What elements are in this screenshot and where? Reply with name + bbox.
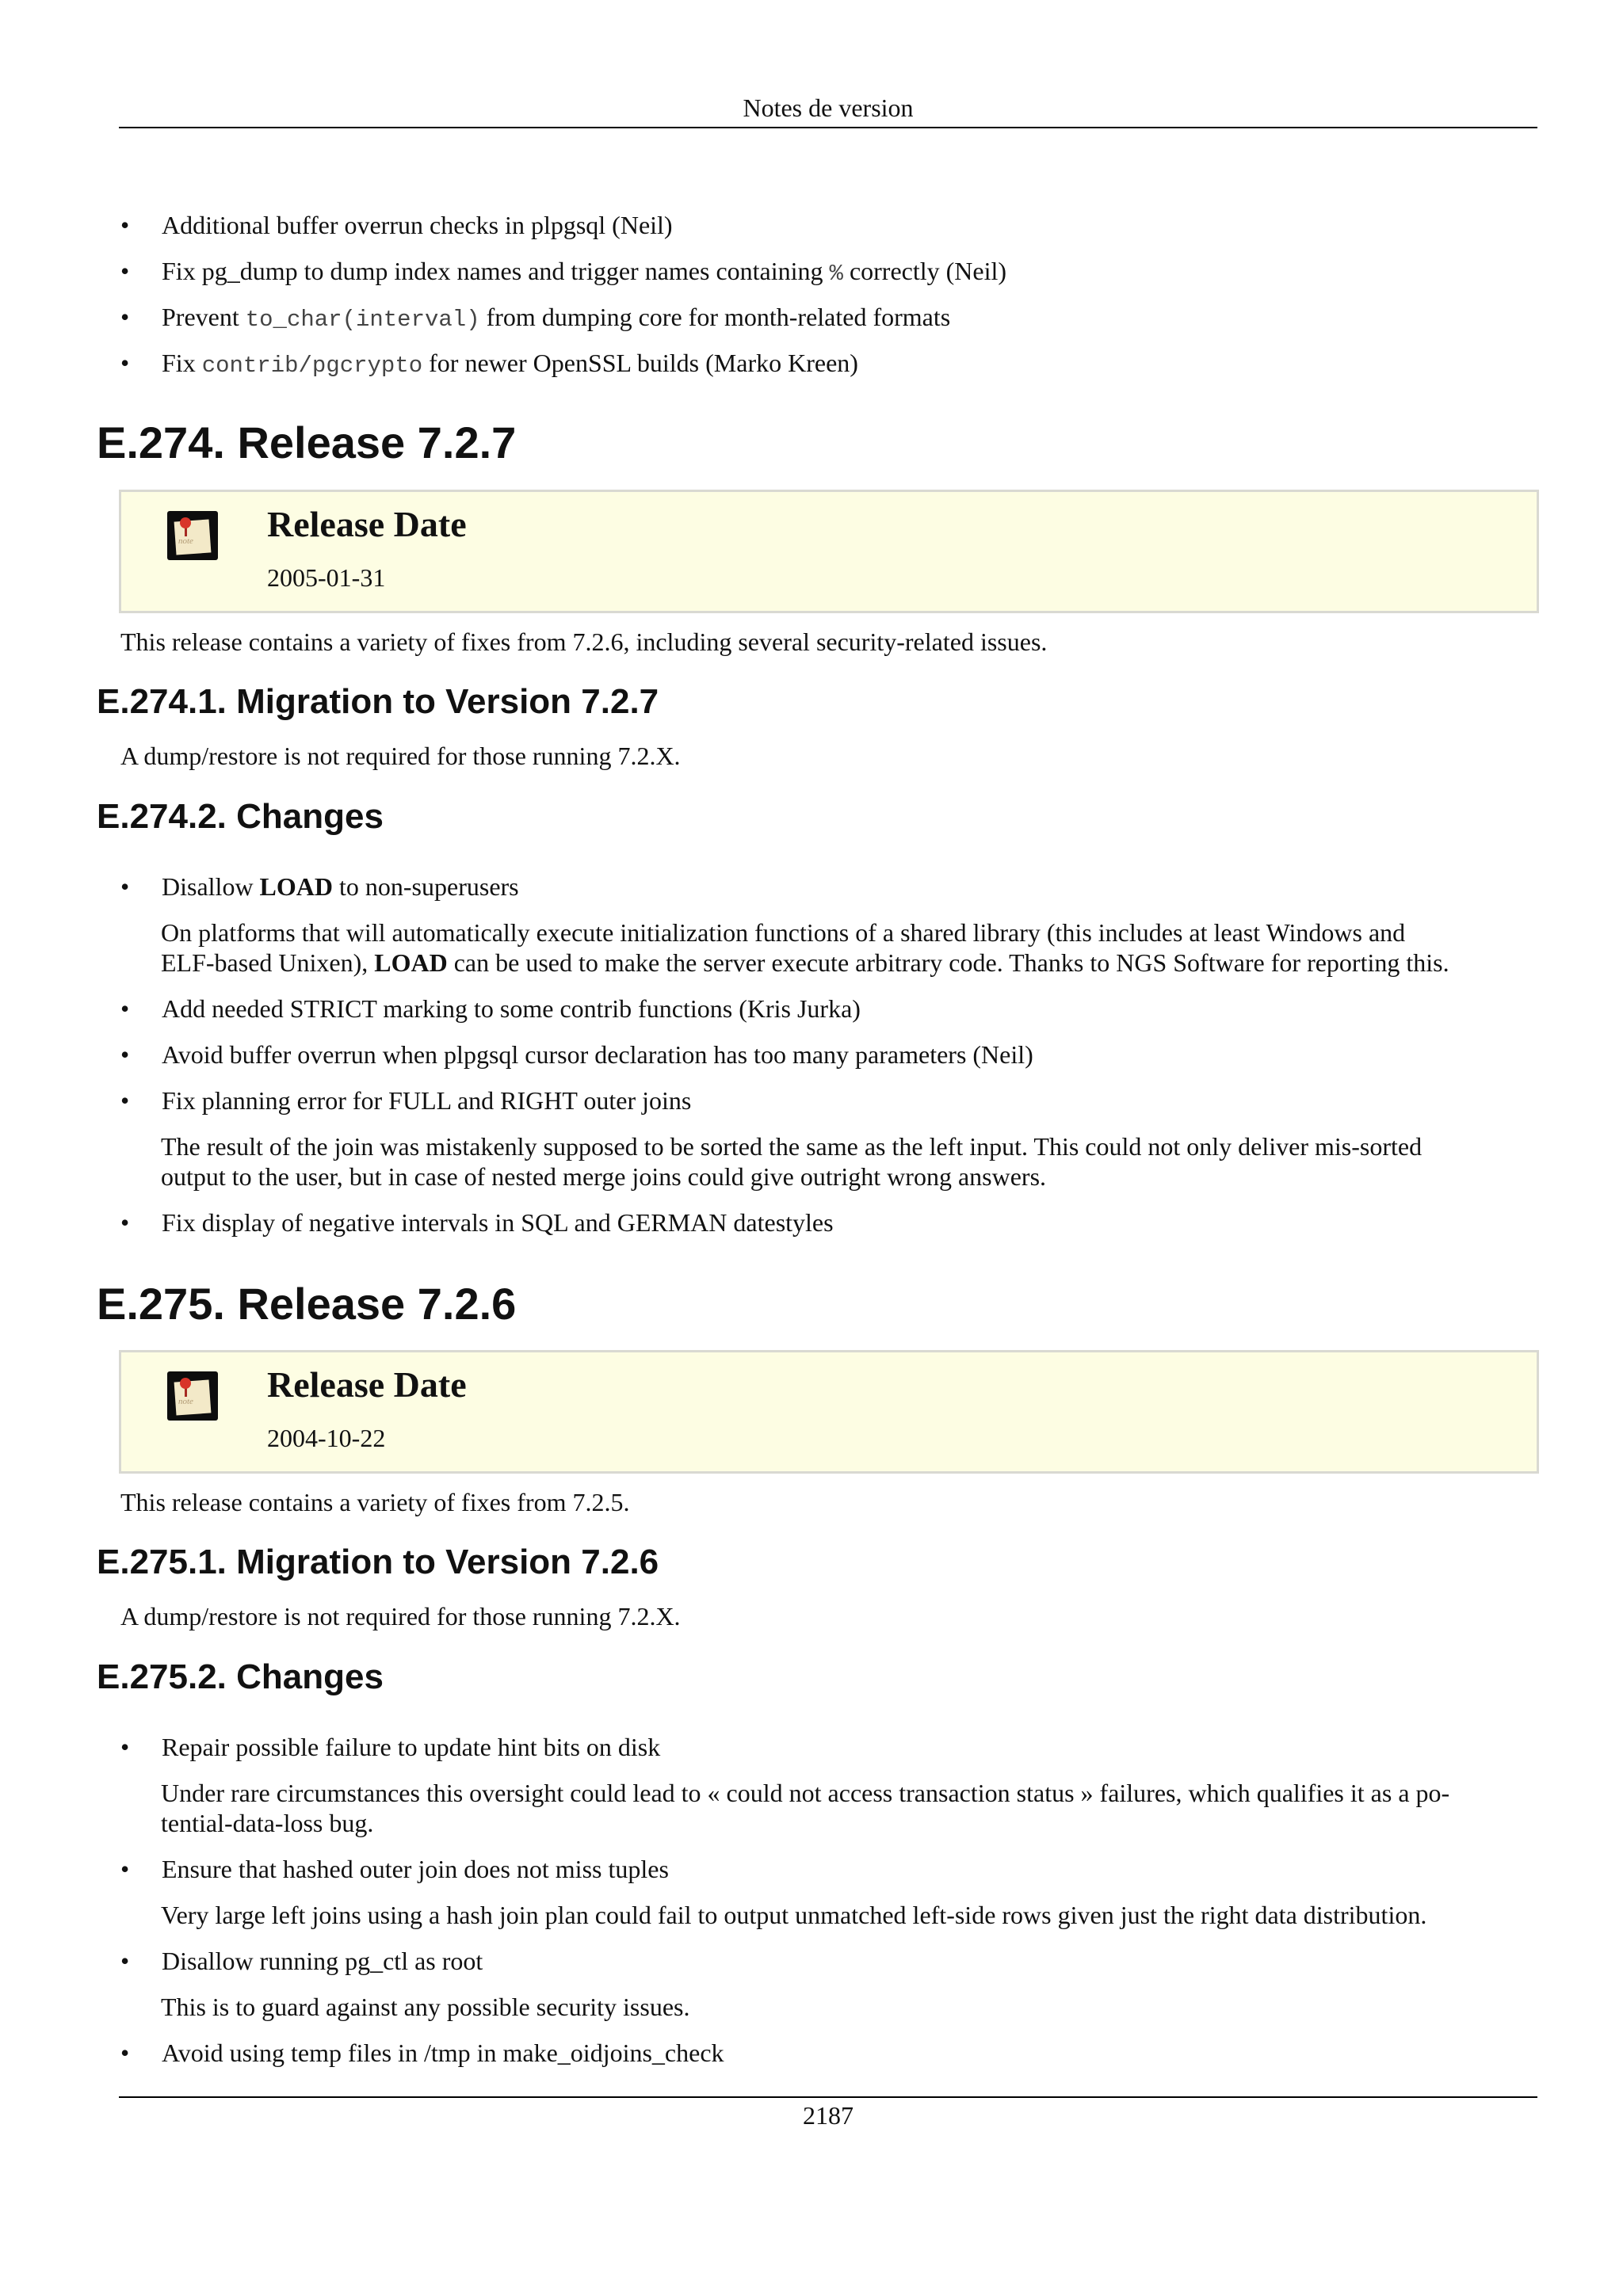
list-item-text: Fix display of negative intervals in SQL and GERMAN datestyles [162,1208,834,1237]
bullet: • [120,303,130,331]
item-description [161,1778,1540,1838]
list-item-text: Repair possible failure to update hint bits on disk [162,1733,661,1761]
text-line: Under rare circumstances this oversight could lead to « could not access transaction status » failures, which qualifies it as a po- [161,1779,1450,1807]
text-run: Prevent [162,303,246,331]
intro-paragraph: This release contains a variety of fixes from 7.2.5. [120,1488,630,1516]
release-date: 2005-01-31 [267,563,386,592]
inline-code: % [829,261,843,287]
text-run: ELF-based Unixen), [161,948,375,977]
item-description [161,917,1540,978]
note-title: Release Date [267,1364,467,1405]
pushpin [180,1378,191,1389]
bullet: • [120,1040,130,1069]
bullet: • [120,2039,130,2067]
list-item-text: Avoid buffer overrun when plpgsql cursor declaration has too many parameters (Neil) [162,1040,1033,1069]
list-item-text: Additional buffer overrun checks in plpgsql (Neil) [162,211,673,239]
note-label: note [178,1397,193,1406]
command-name: LOAD [374,948,448,977]
bullet: • [120,257,130,285]
bullet: • [120,994,130,1023]
paragraph: A dump/restore is not required for those running 7.2.X. [120,742,681,770]
running-header: Notes de version [743,93,914,122]
bullet: • [120,1855,130,1883]
text-run: Fix pg_dump to dump index names and trigger names containing [162,257,830,285]
text-run: can be used to make the server execute arbitrary code. Thanks to NGS Software for reporting this. [447,948,1449,977]
text-line: tential-data-loss bug. [161,1809,374,1837]
note-label: note [178,536,193,546]
list-item-text: Disallow running pg_ctl as root [162,1947,483,1975]
footer-rule [119,2096,1537,2098]
note-icon [167,1371,218,1421]
text-line [161,948,1540,978]
list-item-text [162,256,1539,289]
text-run: correctly (Neil) [842,257,1007,285]
list-item-text [162,348,1539,381]
note-box [119,490,1539,613]
text-line: output to the user, but in case of nested merge joins could give outright wrong answers. [161,1162,1047,1191]
item-description: Very large left joins using a hash join plan could fail to output unmatched left-side rows given just the right data distribution. [161,1901,1427,1929]
item-description: This is to guard against any possible security issues. [161,1993,690,2021]
text-run: for newer OpenSSL builds (Marko Kreen) [422,349,858,377]
text-run: to non-superusers [333,872,519,901]
bullet: • [120,872,130,901]
list-item-text [162,871,1539,902]
list-item-text [162,302,1539,335]
note-box [119,1350,1539,1474]
bullet: • [120,211,130,239]
bullet: • [120,349,130,377]
bullet: • [120,1733,130,1761]
section-heading: E.275. Release 7.2.6 [97,1279,517,1329]
note-icon [167,511,218,560]
text-line: On platforms that will automatically execute initialization functions of a shared library (this includes at least Windows and [161,918,1406,947]
command-name: LOAD [259,872,333,901]
bullet: • [120,1947,130,1975]
pushpin [180,517,191,528]
inline-code: contrib/pgcrypto [201,353,423,379]
list-item-text: Avoid using temp files in /tmp in make_oidjoins_check [162,2039,724,2067]
note-title: Release Date [267,504,467,544]
list-item-text: Add needed STRICT marking to some contrib functions (Kris Jurka) [162,994,861,1023]
subsection-heading: E.274.1. Migration to Version 7.2.7 [97,682,659,721]
list-item-text: Ensure that hashed outer join does not miss tuples [162,1855,669,1883]
inline-code: to_char(interval) [245,307,480,333]
subsection-heading: E.274.2. Changes [97,797,384,836]
paragraph: A dump/restore is not required for those running 7.2.X. [120,1602,681,1630]
list-item-text: Fix planning error for FULL and RIGHT outer joins [162,1086,692,1115]
bullet: • [120,1086,130,1115]
section-heading: E.274. Release 7.2.7 [97,418,517,467]
item-description [161,1131,1540,1192]
page-number: 2187 [803,2101,854,2130]
text-run: Disallow [162,872,260,901]
text-line: The result of the join was mistakenly supposed to be sorted the same as the left input. This could not only deliver mis-sorted [161,1132,1423,1161]
header-rule [119,127,1537,128]
intro-paragraph: This release contains a variety of fixes from 7.2.6, including several security-related issues. [120,627,1048,656]
text-run: from dumping core for month-related formats [479,303,951,331]
text-run: Fix [162,349,202,377]
release-date: 2004-10-22 [267,1424,386,1452]
bullet: • [120,1208,130,1237]
subsection-heading: E.275.1. Migration to Version 7.2.6 [97,1543,659,1581]
subsection-heading: E.275.2. Changes [97,1657,384,1696]
